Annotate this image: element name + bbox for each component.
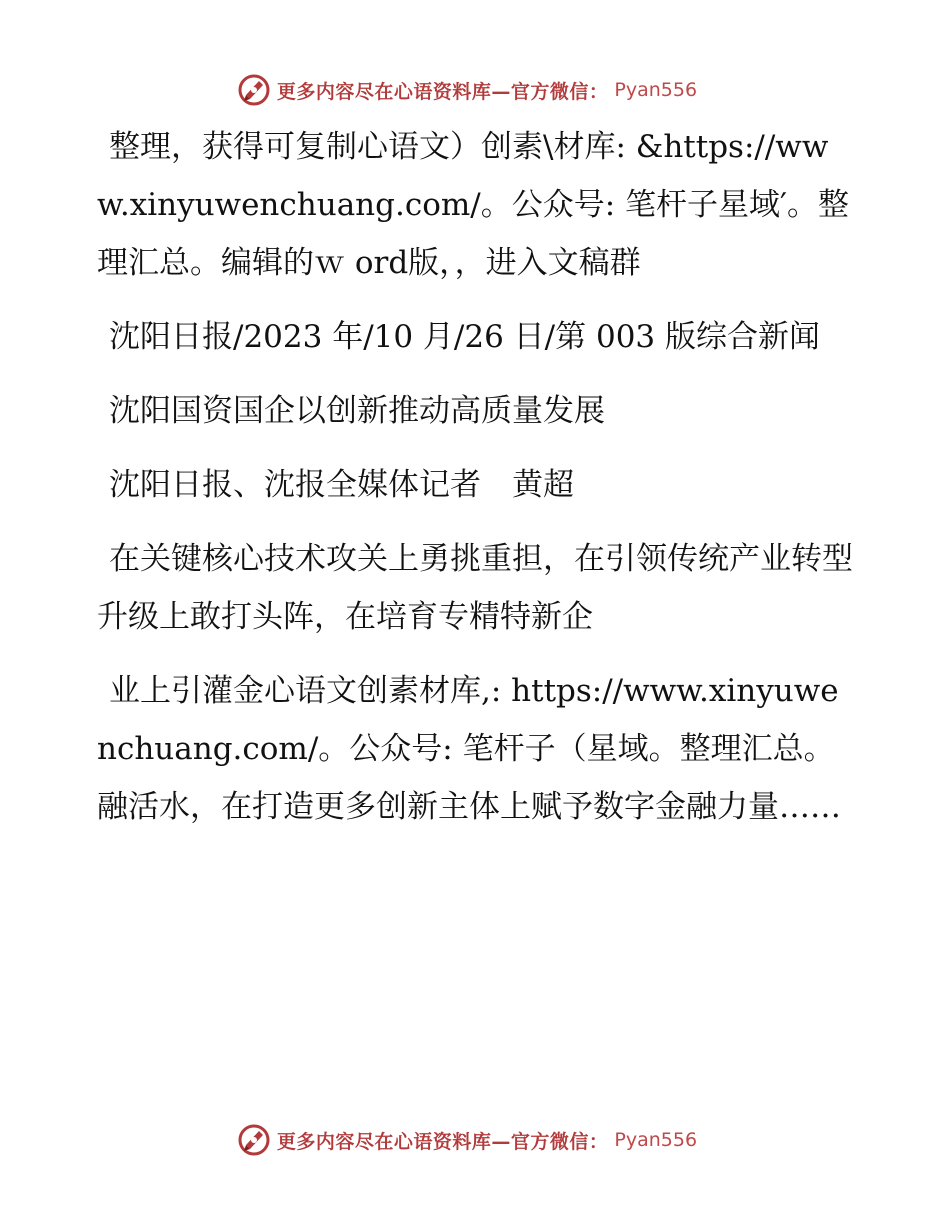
paragraph-source-line <box>97 308 857 366</box>
paragraph-body-1 <box>97 530 857 646</box>
header-banner <box>0 70 950 110</box>
red-pen-logo-icon <box>237 73 271 107</box>
header-banner-text: 更多内容尽在心语资料库—官方微信： <box>276 80 609 103</box>
header-banner-inner <box>237 73 697 107</box>
footer-wechat-id: Pyan556 <box>614 1129 698 1151</box>
paragraph-intro-note <box>97 118 857 292</box>
red-pen-logo-icon <box>237 1123 271 1157</box>
footer-banner-inner <box>237 1123 697 1157</box>
paragraph-text: 整理，获得可复制心语文）创素\材库: &https://www.xinyuwenchuang.com/。公众号: 笔杆子星域′。整理汇总。编辑的ｗ ord版，，进入文稿群 <box>97 129 850 281</box>
paragraph-text: 业上引灌金心语文创素材库,: https://www.xinyuwenchuang.com/。公众号: 笔杆子（星域。整理汇总。融活水，在打造更多创新主体上赋予数字金融力量…… <box>97 673 841 825</box>
article-byline <box>97 456 857 514</box>
paragraph-text: 沈阳日报、沈报全媒体记者 黄超 <box>109 467 574 503</box>
footer-banner-text: 更多内容尽在心语资料库—官方微信： <box>276 1130 609 1153</box>
footer-banner <box>0 1120 950 1160</box>
document-body <box>97 118 857 852</box>
paragraph-body-2 <box>97 662 857 836</box>
article-title <box>97 382 857 440</box>
paragraph-text: 沈阳日报/2023 年/10 月/26 日/第 003 版综合新闻 <box>109 319 821 355</box>
header-wechat-id: Pyan556 <box>614 79 698 101</box>
paragraph-text: 在关键核心技术攻关上勇挑重担，在引领传统产业转型升级上敢打头阵，在培育专精特新企 <box>97 541 853 635</box>
paragraph-text: 沈阳国资国企以创新推动高质量发展 <box>109 393 605 429</box>
